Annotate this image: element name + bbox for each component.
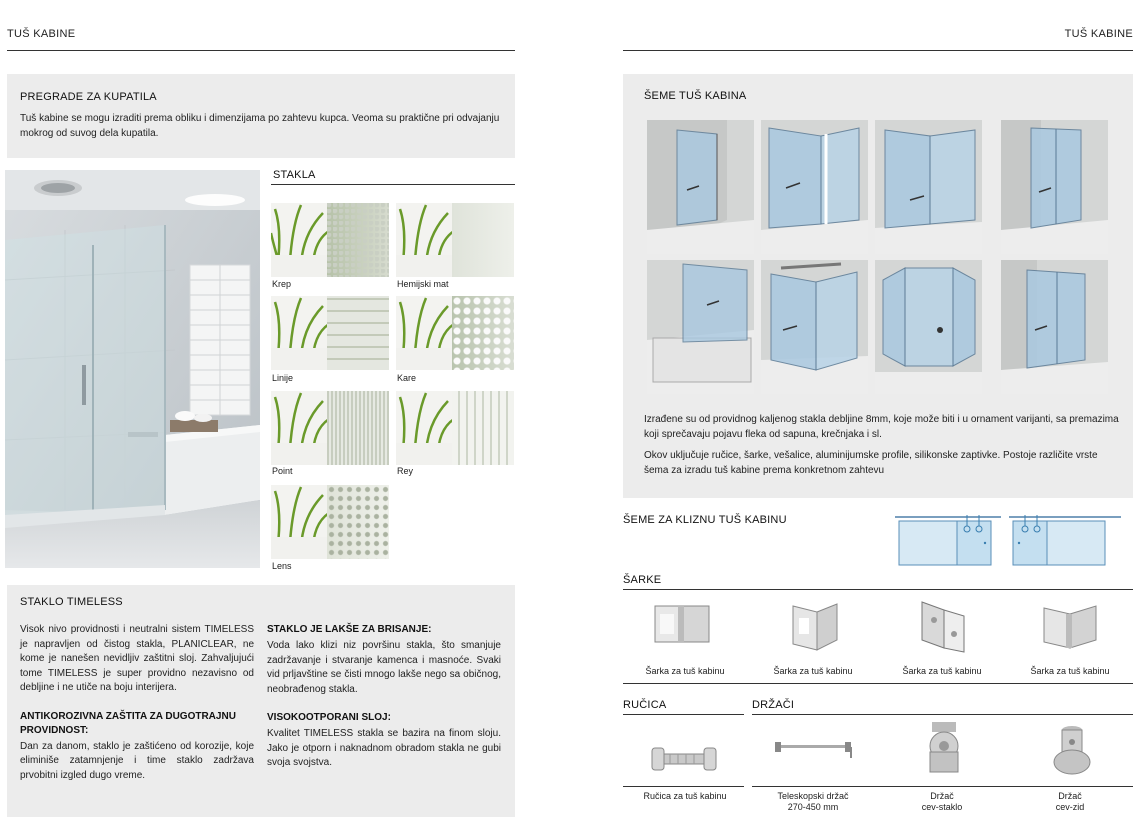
timeless-intro-text: Visok nivo providnosti i neutralni sistem TIMELESS je napravljen od čistog stakla, PLANICLEAR, ne kome je nanešen nevidljiv zaštitni sloj. Zahvaljujući tome TIMELESS je super providno nezavisno od debljine i ne utiče na boju interijera.: [20, 624, 254, 693]
hinge-label-2: Šarka za tuš kabinu: [773, 666, 853, 676]
hinges-bottom-rule: [623, 683, 1133, 684]
holder-label-telescopic-line1: Teleskopski držač: [777, 791, 849, 801]
holder-label-telescopic-line2: 270-450 mm: [787, 802, 839, 812]
kare-glass-sample: [452, 296, 514, 370]
plant-image: [396, 296, 454, 370]
shower-scheme-2: [761, 120, 868, 254]
handle-image: [640, 728, 758, 788]
hinge-image-4: [1030, 598, 1143, 658]
holder-image-pipe-glass: [902, 722, 1020, 782]
left-page-header: TUŠ KABINE: [7, 28, 76, 40]
hinges-title-rule: [623, 589, 1133, 590]
timeless-column-1: [20, 623, 254, 783]
lens-glass-sample: [327, 485, 389, 559]
partitions-title: PREGRADE ZA KUPATILA: [20, 91, 157, 103]
plant-image: [396, 203, 454, 277]
holder-label-telescopic: [755, 791, 871, 813]
schemes-text-1: Izrađene su od providnog kaljenog stakla debljine 8mm, koje može biti i u ornament varijanti, sa premazima koji sprečavaju pojavu fleka od sapuna, krečnjaka i sl.: [644, 414, 1119, 440]
glass-tile-kare: [396, 296, 514, 370]
handle-title: RUČICA: [623, 699, 667, 711]
bathroom-photo: [5, 170, 260, 568]
hemijski-mat-glass-sample: [452, 203, 514, 277]
shower-scheme-6: [761, 260, 868, 394]
glass-label-rey: Rey: [397, 466, 414, 476]
anticorrosion-heading: ANTIKOROZIVNA ZAŠTITA ZA DUGOTRAJNU PROVIDNOST:: [20, 710, 236, 736]
right-header-rule: [623, 50, 1133, 51]
glass-label-lens: Lens: [272, 561, 292, 571]
plant-image: [396, 391, 454, 465]
left-header-rule: [7, 50, 515, 51]
partitions-panel: [7, 74, 515, 158]
hinge-label-1: Šarka za tuš kabinu: [645, 666, 725, 676]
holder-label-pipe-glass-line1: Držač: [930, 791, 954, 801]
holders-title: DRŽAČI: [752, 699, 795, 711]
shower-scheme-1: [647, 120, 754, 254]
hinge-image-3: [902, 598, 1020, 658]
anticorrosion-text: Dan za danom, staklo je zaštićeno od korozije, koje eliminiše zatamnjenje i time staklo zadržava prvobitni izgled dugo vreme.: [20, 740, 254, 781]
easy-clean-heading: STAKLO JE LAKŠE ZA BRISANJE:: [267, 624, 432, 635]
holder-label-pipe-glass-line2: cev-staklo: [921, 802, 963, 812]
shower-scheme-3: [875, 120, 982, 254]
linije-glass-sample: [327, 296, 389, 370]
glass-tile-point: [271, 391, 389, 465]
hinges-title: ŠARKE: [623, 574, 662, 586]
krep-glass-sample: [327, 203, 389, 277]
holder-image-pipe-wall: [1030, 722, 1143, 782]
holder-image-telescopic: [773, 728, 891, 788]
glass-tile-lens: [271, 485, 389, 559]
easy-clean-text: Voda lako klizi niz površinu stakla, što smanjuje zadržavanje i stvaranje kamenca i masnoće. Svaki vid prljavštine se čisti mnogo lakše nego sa običnog, neobrađenog stakla.: [267, 640, 501, 695]
hinge-image-2: [773, 598, 891, 658]
holders-bottom-rule: [752, 786, 1133, 787]
resistant-layer-text: Kvalitet TIMELESS stakla se bazira na finom sloju. Jako je otporn i naknadnom obradom stakla ne gubi svoja svojstva.: [267, 728, 501, 768]
handle-label: Ručica za tuš kabinu: [643, 791, 727, 801]
hinge-label-4: Šarka za tuš kabinu: [1030, 666, 1110, 676]
right-page-header: TUŠ KABINE: [1064, 28, 1133, 40]
glass-label-hemijski-mat: Hemijski mat: [397, 279, 449, 289]
partitions-text: Tuš kabine se mogu izraditi prema obliku i dimenzijama po zahtevu kupca. Veoma su praktične pri odvajanju mokrog od suvog dela kupatila.: [20, 113, 500, 139]
holder-label-pipe-wall: [1012, 791, 1128, 813]
glass-title: STAKLA: [273, 169, 316, 181]
schemes-text-2: Okov uključuje ručice, šarke, vešalice, aluminijumske profile, silikonske zaptivke. Postoje različite vrste šema za izradu tuš kabine prema konkretnom zahtevu: [644, 450, 1098, 476]
plant-image: [271, 296, 329, 370]
glass-label-kare: Kare: [397, 373, 417, 383]
plant-image: [271, 391, 329, 465]
hinge-label-3: Šarka za tuš kabinu: [902, 666, 982, 676]
schemes-panel: [623, 74, 1133, 498]
holder-label-pipe-wall-line1: Držač: [1058, 791, 1082, 801]
handle-title-rule: [623, 714, 744, 715]
shower-scheme-8: [1001, 260, 1108, 394]
resistant-layer-heading: VISOKOOTPORANI SLOJ:: [267, 712, 391, 723]
sliding-scheme-diagram: [893, 513, 1135, 569]
holders-title-rule: [752, 714, 1133, 715]
holder-label-pipe-glass: [884, 791, 1000, 813]
hinge-image-1: [640, 598, 758, 658]
handle-bottom-rule: [623, 786, 744, 787]
shower-scheme-7: [875, 260, 982, 394]
glass-label-point: Point: [272, 466, 293, 476]
glass-tile-hemijski-mat: [396, 203, 514, 277]
schemes-title: ŠEME TUŠ KABINA: [644, 90, 747, 102]
holder-label-pipe-wall-line2: cev-zid: [1055, 802, 1085, 812]
glass-tile-linije: [271, 296, 389, 370]
sliding-title: ŠEME ZA KLIZNU TUŠ KABINU: [623, 514, 787, 526]
shower-scheme-5: [647, 260, 754, 394]
point-glass-sample: [327, 391, 389, 465]
glass-tile-krep: [271, 203, 389, 277]
timeless-panel: [7, 585, 515, 817]
rey-glass-sample: [452, 391, 514, 465]
timeless-column-2: [267, 623, 501, 771]
shower-scheme-4: [1001, 120, 1108, 254]
glass-title-rule: [271, 184, 515, 185]
plant-image: [271, 203, 329, 277]
timeless-title: STAKLO TIMELESS: [20, 596, 123, 608]
plant-image: [271, 485, 329, 559]
glass-tile-rey: [396, 391, 514, 465]
glass-label-linije: Linije: [272, 373, 294, 383]
glass-label-krep: Krep: [272, 279, 292, 289]
